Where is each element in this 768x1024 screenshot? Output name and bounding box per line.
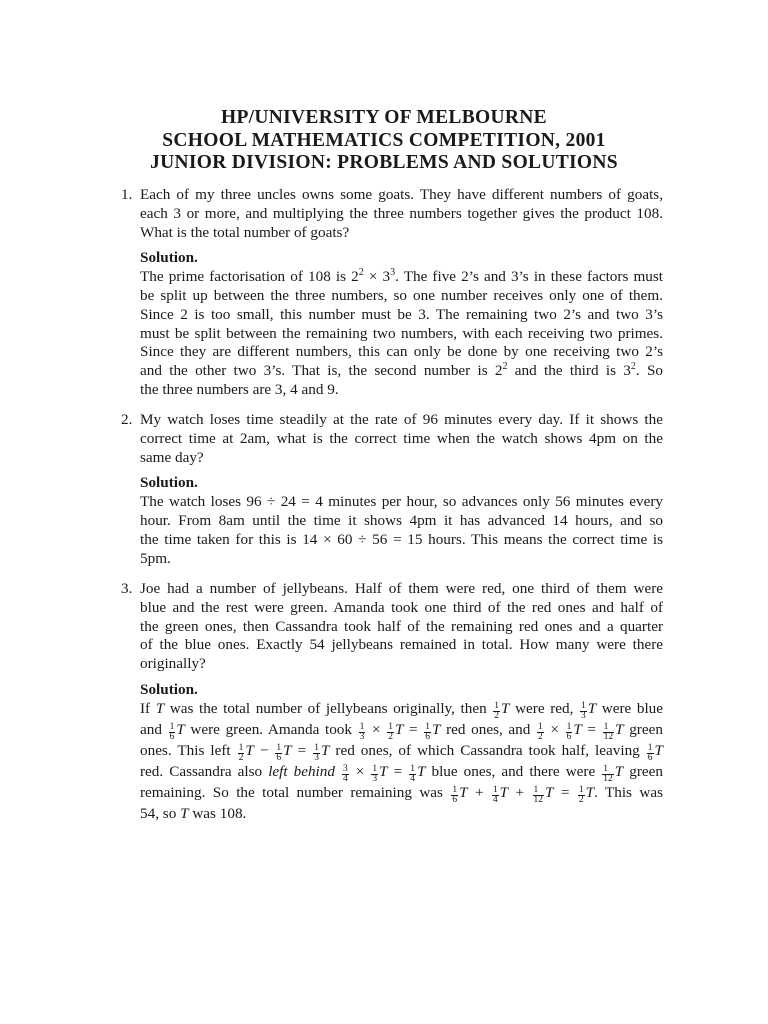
solution-label: Solution. [140,680,198,698]
solution-line: 54, so T was 108. [140,804,247,822]
solution-line: and $\frac{1}{6}$ T were green. Amanda took $\frac{1}{3}$ × $\frac{1}{2}$ T = $\frac{1}{6}$ T red ones, and $\frac{1}{2}$ × $\frac{1}{6}$ T = $\frac{1}{12}$ T green [140,720,663,742]
solution-line: must be split between the remaining two numbers, with each receiving two primes. [140,324,663,342]
solution-line: ones. This left $\frac{1}{2}$ T − $\frac{1}{6}$ T = $\frac{1}{3}$ T red ones, of which Cassandra took half, leaving $\frac{1}{6}$ T [140,741,663,763]
document-title [0,107,768,175]
solution-label: Solution. [140,474,198,492]
question-line: of the blue ones. Exactly 54 jellybeans remained in total. How many were there [140,636,663,654]
question-line: same day? [140,448,204,466]
question-line: Each of my three uncles owns some goats. They have different numbers of goats, [140,186,663,203]
title-line-2: SCHOOL MATHEMATICS COMPETITION, 2001 [162,129,606,151]
title-line-1: HP/UNIVERSITY OF MELBOURNE [221,107,547,128]
problem-number: 3. [121,580,133,597]
question-line: correct time at 2am, what is the correct time when the watch shows 4pm on the [140,429,663,447]
question-line: What is the total number of goats? [140,223,350,241]
solution-line: Since they are different numbers, this can only be done by one receiving two 2’s [140,343,663,361]
solution-line: the three numbers are 3, 4 and 9. [140,380,339,398]
problem-question [140,186,663,400]
problem-question [140,580,663,824]
solution-line: If T was the total number of jellybeans originally, then $\frac{1}{2}$ T were red, $\frac{1}{3}$ T were blue [140,699,664,721]
solution-line: red. Cassandra also left behind $\frac{3}{4}$ × $\frac{1}{3}$ T = $\frac{1}{4}$ T blue ones, and there were $\frac{1}{12}$ T green [140,762,663,784]
solution-label: Solution. [140,249,198,267]
problem-number: 2. [121,411,133,428]
question-line: My watch loses time steadily at the rate of 96 minutes every day. If it shows the [140,411,663,428]
solution-line: Since 2 is too small, this number must be 3. The remaining two 2’s and two 3’s [140,305,663,323]
problem-question [140,411,663,568]
question-line: originally? [140,655,206,673]
problem-number: 1. [121,186,133,203]
title-line-3: JUNIOR DIVISION: PROBLEMS AND SOLUTIONS [150,152,618,173]
question-line: each 3 or more, and multiplying the three numbers together gives the product 108. [140,204,663,222]
solution-line: The watch loses 96 ÷ 24 = 4 minutes per hour, so advances only 56 minutes every [140,493,663,511]
solution-line: and the other two 3’s. That is, the second number is $2^2$ and the third is $3^2$. So [140,361,663,380]
solution-line: hour. From 8am until the time it shows 4pm it has advanced 14 hours, and so [140,511,663,529]
question-line: blue and the rest were green. Amanda took one third of the red ones and half of [140,598,663,616]
solution-line: remaining. So the total number remaining was $\frac{1}{6}$ T + $\frac{1}{4}$ T + $\frac{1}{12}$ T = $\frac{1}{2}$ T. This was [140,783,663,805]
solution-line: The prime factorisation of 108 is $2^2 \times 3^3$. The five 2’s and 3’s in these factors must [140,267,664,286]
solution-line: be split up between the three numbers, so one number receives only one of them. [140,286,663,304]
solution-line: 5pm. [140,549,171,567]
question-line: Joe had a number of jellybeans. Half of them were red, one third of them were [140,580,663,597]
solution-line: the time taken for this is 14 × 60 ÷ 56 = 15 hours. This means the correct time is [140,530,663,548]
question-line: the green ones, then Cassandra took half of the remaining red ones and a quarter [140,617,663,635]
